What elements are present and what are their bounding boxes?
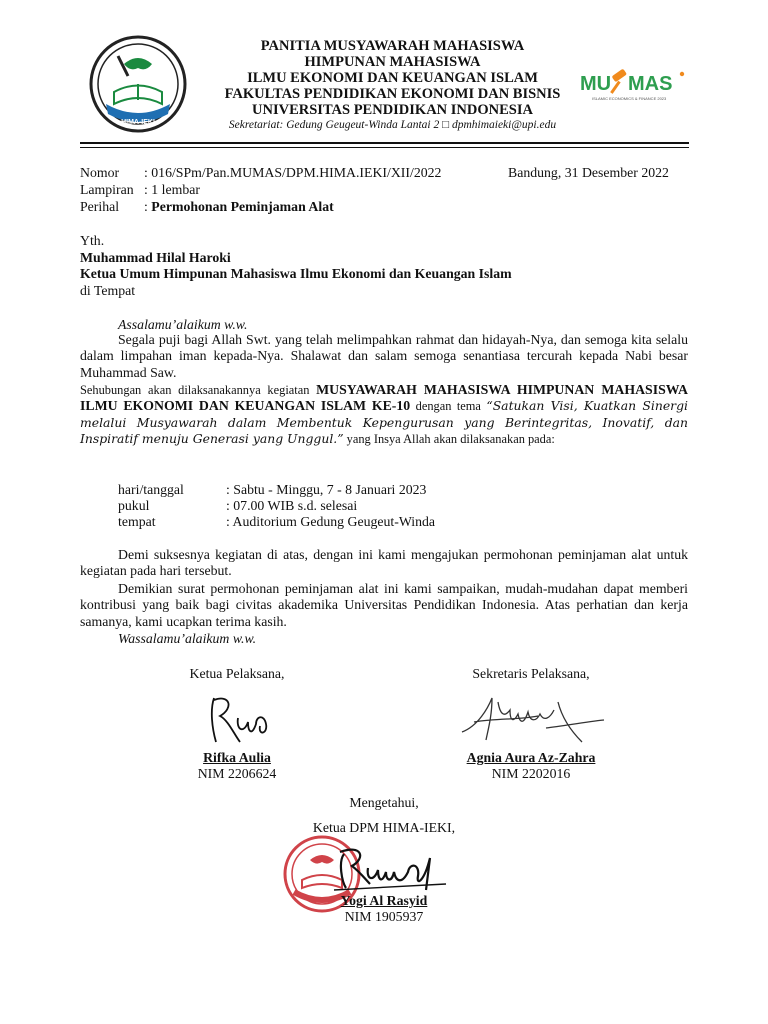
center-signer-name: Yogi Al Rasyid (340, 893, 428, 908)
schedule-label-1: pukul (118, 498, 150, 513)
perihal-label: Perihal (80, 199, 120, 214)
schedule-value-2: : Auditorium Gedung Geugeut-Winda (226, 514, 436, 529)
secretariat-address: Sekretariat: Gedung Geugeut-Winda Lantai 2 □ dpmhimaieki@upi.edu (228, 119, 557, 131)
mumas-tagline: ISLAMIC ECONOMICS & FINANCE 2023 (592, 96, 667, 101)
paragraph-2 (80, 382, 688, 447)
letter-date: Bandung, 31 Desember 2022 (508, 165, 669, 180)
perihal-value: Permohonan Peminjaman Alat (151, 199, 334, 214)
center-signature-icon (330, 838, 450, 894)
header-line-1: PANITIA MUSYAWARAH MAHASISWA (260, 38, 525, 54)
gavel-icon (610, 69, 627, 94)
paragraph-2-tema: dengan tema (410, 399, 487, 414)
schedule-value-0: : Sabtu - Minggu, 7 - 8 Januari 2023 (226, 482, 427, 497)
mumas-logo (578, 62, 688, 106)
paragraph-1 (80, 332, 688, 381)
perihal-line (144, 199, 334, 215)
event-name: MUSYAWARAH MAHASISWA HIMPUNAN MAHASISWA ILMU EKONOMI DAN KEUANGAN ISLAM KE-10 (80, 382, 688, 414)
recipient-place: di Tempat (80, 283, 136, 298)
hima-ieki-logo (88, 34, 188, 134)
right-signature-role: Sekretaris Pelaksana, (472, 666, 590, 681)
event-theme: “Satukan Visi, Kuatkan Sinergi melalui Musyawarah dalam Membentuk Kepengurusan yang Berintegritas, Inovatif, dan Inspiratif menuju Generasi yang Unggul.” (80, 398, 688, 446)
mumas-logo-left: MU (580, 73, 612, 95)
schedule-label-2: tempat (118, 514, 156, 529)
header-line-2: HIMPUNAN MAHASISWA (304, 54, 481, 70)
recipient-name: Muhammad Hilal Haroki (80, 250, 231, 265)
paragraph-1-text: Segala puji bagi Allah Swt. yang telah melimpahkan rahmat dan hidayah-Nya, dan semoga kita selalu dalam limpahan iman kepada-Nya. Shalawat dan salam semoga senantiasa tercurah kepada Nabi besar Muhammad Saw. (80, 332, 688, 380)
center-signer-nim: NIM 1905937 (344, 909, 424, 924)
greeting: Assalamu’alaikum w.w. (118, 317, 248, 332)
paragraph-2-end: yang Insya Allah akan dilaksanakan pada: (343, 431, 555, 446)
left-signer-name: Rifka Aulia (203, 750, 271, 765)
hima-ieki-logo-text: HIMA-IEKI (121, 119, 155, 126)
header-rule-thick (80, 142, 689, 144)
lampiran-value: : 1 lembar (144, 182, 200, 197)
closing: Wassalamu’alaikum w.w. (118, 631, 257, 646)
lampiran-label: Lampiran (80, 182, 134, 197)
nomor-value: : 016/SPm/Pan.MUMAS/DPM.HIMA.IEKI/XII/2022 (144, 165, 442, 180)
recipient-yth: Yth. (80, 233, 105, 248)
right-signer-name: Agnia Aura Az-Zahra (466, 750, 596, 765)
left-signature-icon (200, 690, 280, 750)
right-signature-icon (458, 692, 608, 748)
header-line-5: UNIVERSITAS PENDIDIKAN INDONESIA (252, 102, 533, 118)
header-line-4: FAKULTAS PENDIDIKAN EKONOMI DAN BISNIS (224, 86, 561, 102)
left-signer-nim: NIM 2206624 (197, 766, 277, 781)
paragraph-3-text: Demi suksesnya kegiatan di atas, dengan ini kami mengajukan permohonan peminjaman alat untuk kegiatan pada hari tersebut. (80, 547, 688, 579)
nomor-label: Nomor (80, 165, 120, 180)
mumas-logo-right: MAS (628, 73, 673, 95)
paragraph-4-text: Demikian surat permohonan peminjaman alat ini kami sampaikan, mudah-mudahan dapat memberi kontribusi yang baik bagi civitas akademika Universitas Pendidikan Indonesia. Atas perhatian dan kerja samanya, kami ucapkan terima kasih. (80, 581, 688, 629)
perihal-colon: : (144, 199, 152, 214)
paragraph-2-intro: Sehubungan akan dilaksanakannya kegiatan (80, 383, 317, 397)
schedule-label-0: hari/tanggal (118, 482, 184, 497)
left-signature-role: Ketua Pelaksana, (189, 666, 285, 681)
recipient-title: Ketua Umum Himpunan Mahasiswa Ilmu Ekonomi dan Keuangan Islam (80, 266, 512, 281)
paragraph-4 (80, 581, 688, 630)
acknowledged-label: Mengetahui, (349, 795, 419, 810)
center-signature-role: Ketua DPM HIMA-IEKI, (312, 820, 456, 835)
header-rule-thin (80, 147, 689, 148)
paragraph-3 (80, 547, 688, 580)
header-line-3: ILMU EKONOMI DAN KEUANGAN ISLAM (247, 70, 538, 86)
schedule-value-1: : 07.00 WIB s.d. selesai (226, 498, 358, 513)
right-signer-nim: NIM 2202016 (491, 766, 571, 781)
